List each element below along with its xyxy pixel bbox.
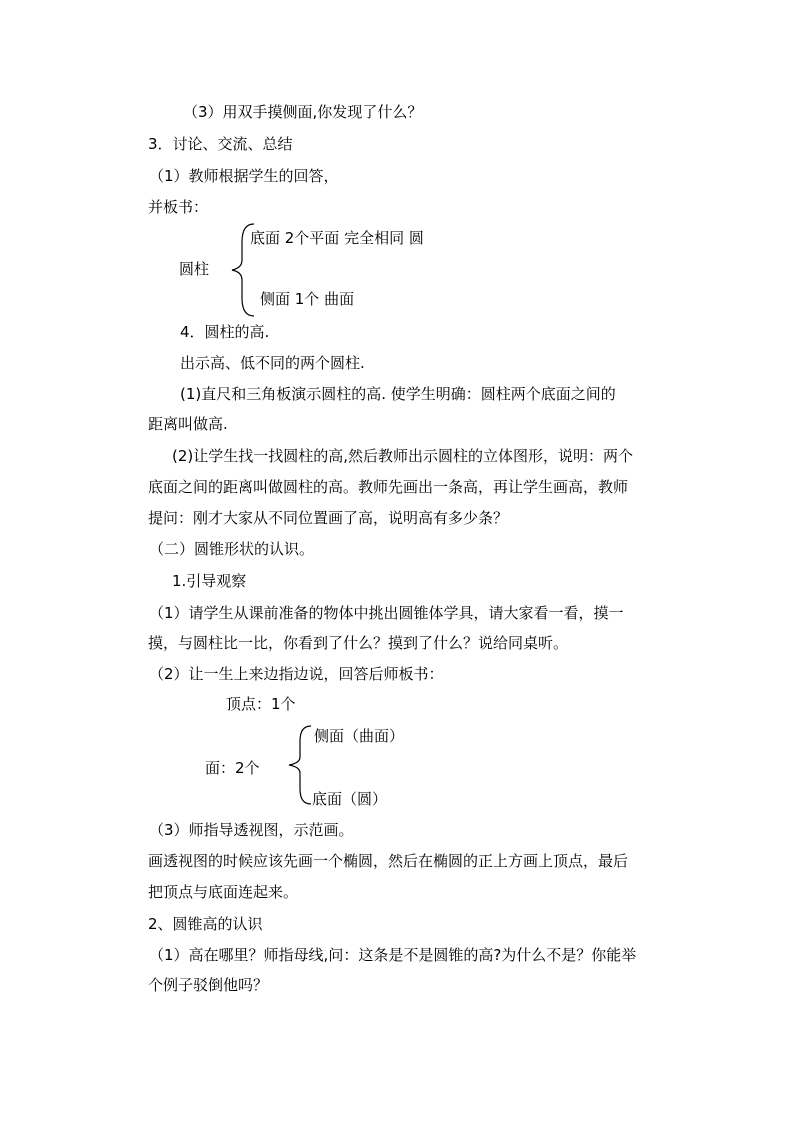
text-line: （1）高在哪里？师指母线,问：这条是不是圆锥的高?为什么不是？你能举 [149, 946, 637, 964]
text-line: (2)让学生找一找圆柱的高,然后教师出示圆柱的立体图形，说明：两个 [172, 447, 634, 465]
text-line: 画透视图的时候应该先画一个椭圆，然后在椭圆的正上方画上顶点，最后 [148, 852, 629, 870]
text-line: 提问：刚才大家从不同位置画了高，说明高有多少条？ [148, 509, 509, 527]
text-line: （1）教师根据学生的回答， [149, 167, 339, 185]
section-heading: 1.引导观察 [172, 572, 247, 590]
text-line: 距离叫做高. [148, 415, 228, 433]
text-line: （2）让一生上来边指边说，回答后师板书： [149, 665, 444, 683]
section-heading: 2、圆锥高的认识 [148, 915, 263, 933]
cylinder-side-row: 侧面 1个 曲面 [260, 290, 355, 308]
cone-side-row: 侧面（曲面） [314, 727, 405, 745]
left-brace [285, 723, 315, 807]
text-line: （3）师指导透视图，示范画。 [149, 821, 354, 839]
cone-vertex-row: 顶点：1个 [226, 695, 296, 713]
text-line: （3）用双手摸侧面,你发现了什么？ [183, 103, 423, 121]
cylinder-base-row: 底面 2个平面 完全相同 圆 [250, 229, 424, 247]
text-line: 底面之间的距离叫做圆柱的高。教师先画出一条高，再让学生画高，教师 [148, 478, 629, 496]
section-heading: 4．圆柱的高. [180, 323, 270, 341]
text-line: 出示高、低不同的两个圆柱. [180, 354, 365, 372]
text-line: (1)直尺和三角板演示圆柱的高. 使学生明确：圆柱两个底面之间的 [180, 385, 616, 403]
cone-base-row: 底面（圆） [312, 790, 388, 808]
text-line: 个例子驳倒他吗？ [148, 976, 269, 994]
text-line: （1）请学生从课前准备的物体中挑出圆锥体学具，请大家看一看，摸一 [149, 604, 624, 622]
cylinder-label: 圆柱 [179, 260, 210, 278]
text-line: 并板书： [148, 198, 209, 216]
text-line: 摸，与圆柱比一比，你看到了什么？摸到了什么？说给同桌听。 [148, 634, 569, 652]
section-heading: （二）圆锥形状的认识。 [149, 540, 315, 558]
cone-faces-label: 面：2个 [205, 759, 260, 777]
section-heading: 3．讨论、交流、总结 [148, 135, 293, 153]
text-line: 把顶点与底面连起来。 [148, 883, 299, 901]
